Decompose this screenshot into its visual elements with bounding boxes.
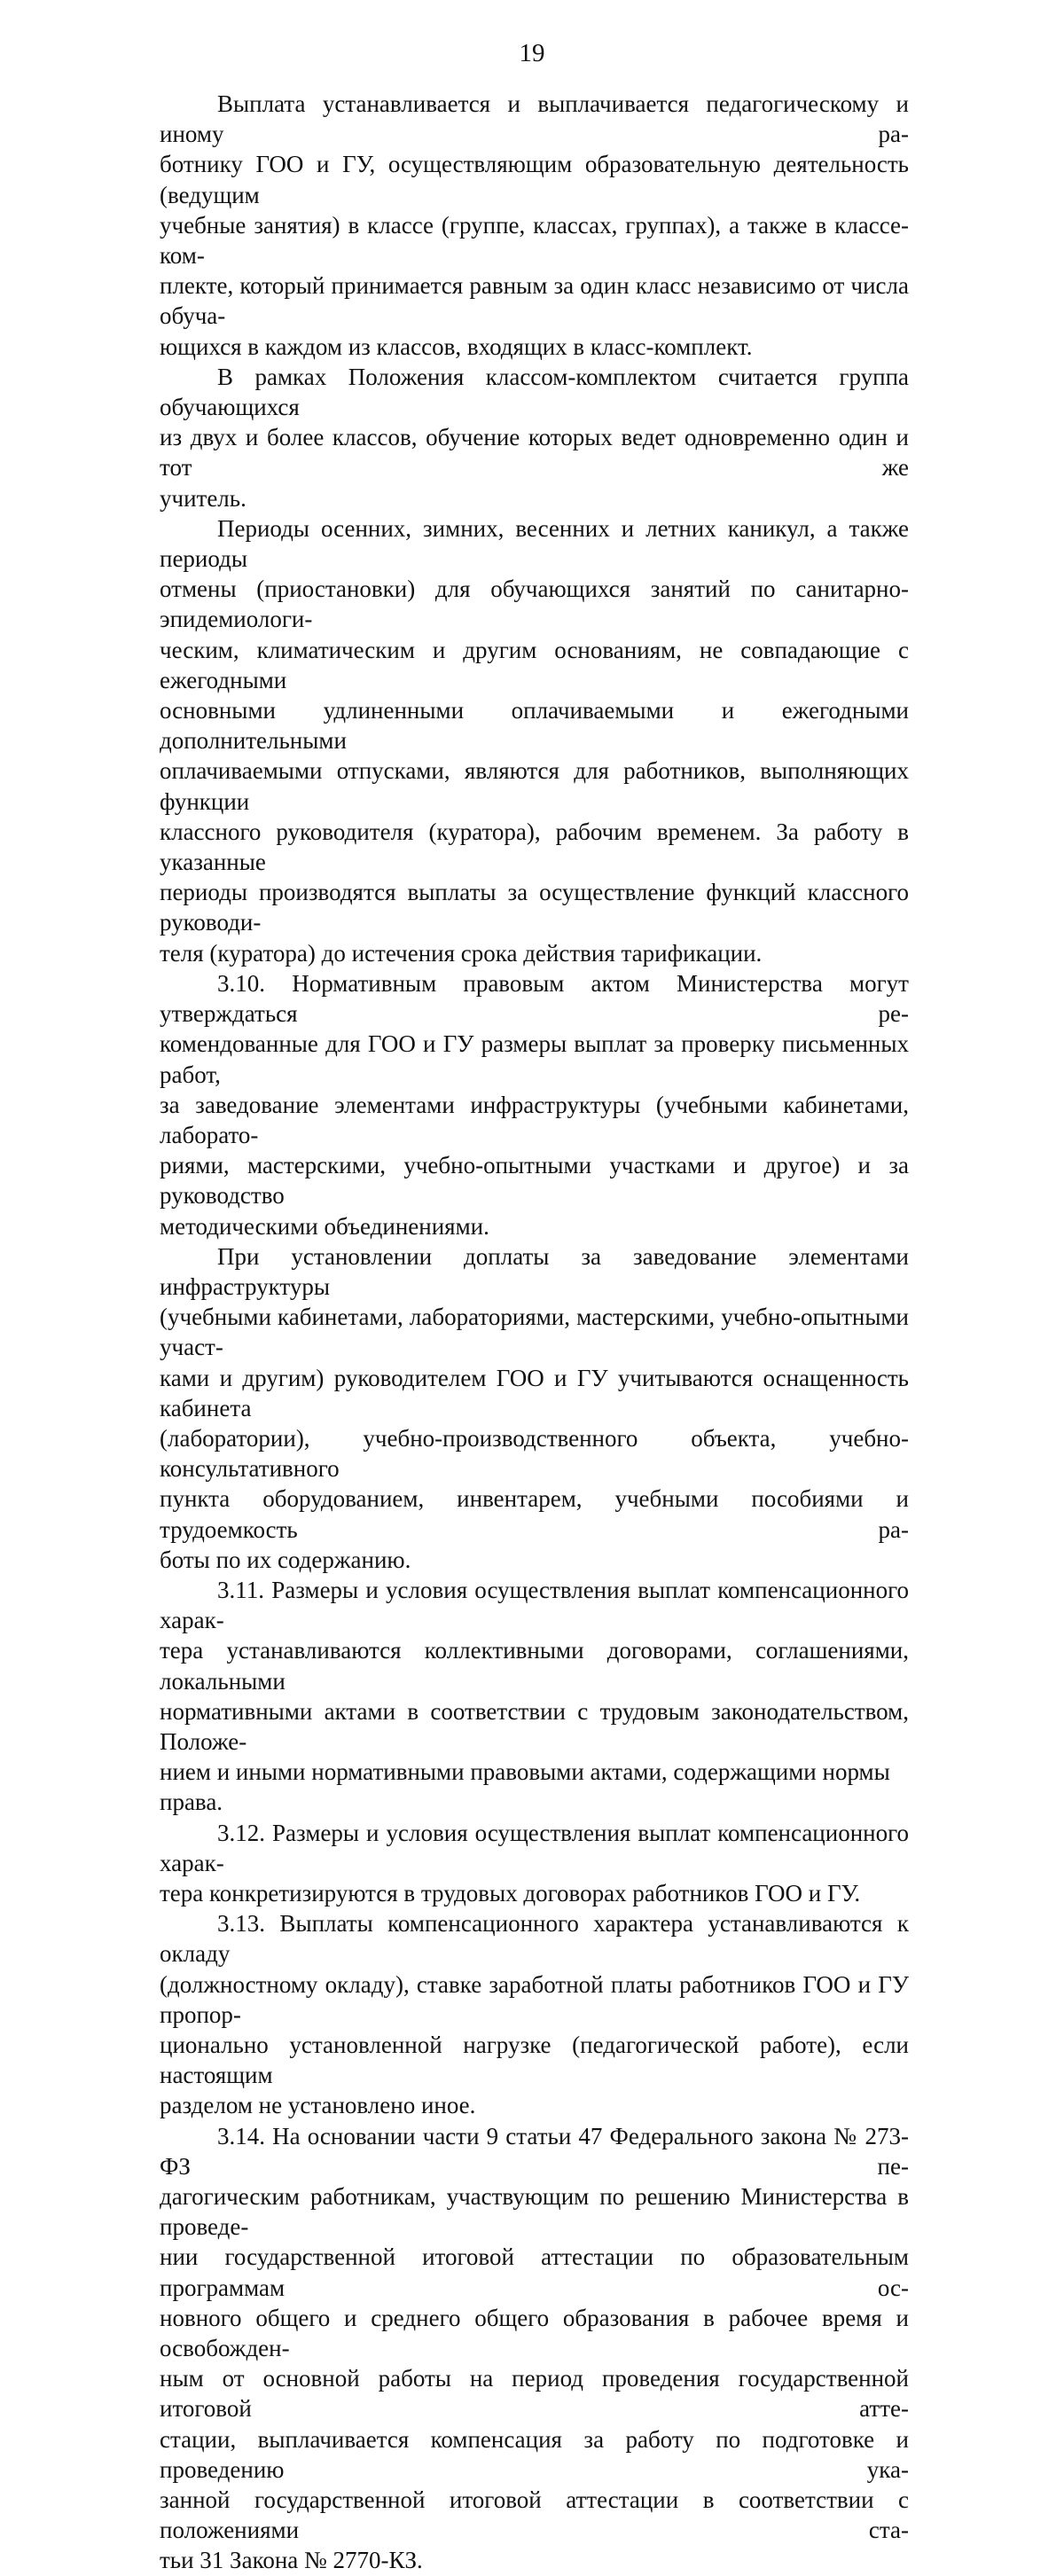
paragraph (160, 1908, 909, 2120)
text-line: ным от основной работы на период проведения государственной итоговой атте- (160, 2365, 909, 2423)
text-line: пункта оборудованием, инвентарем, учебными пособиями и трудоемкость ра- (160, 1485, 909, 1543)
text-line: 3.10. Нормативным правовым актом Министерства могут утверждаться ре- (160, 969, 909, 1028)
text-line: В рамках Положения классом-комплектом считается группа обучающихся (160, 363, 909, 421)
text-line: тера устанавливаются коллективными договорами, соглашениями, локальными (160, 1637, 909, 1695)
paragraph (160, 362, 909, 513)
text-line: ческим, климатическим и другим основаниям, не совпадающие с ежегодными (160, 636, 909, 693)
paragraph (160, 89, 909, 362)
text-line: стации, выплачивается компенсация за работу по подготовке и проведению ука- (160, 2425, 909, 2483)
text-line: (должностному окладу), ставке заработной платы работников ГОО и ГУ пропор- (160, 1970, 909, 2028)
paragraph (160, 1575, 909, 1818)
text-line: плекте, который принимается равным за один класс независимо от числа обуча- (160, 272, 909, 330)
text-line: боты по их содержанию. (160, 1546, 411, 1573)
paragraph (160, 513, 909, 968)
text-line: новного общего и среднего общего образования в рабочее время и освобожден- (160, 2304, 909, 2362)
text-line: занной государственной итоговой аттестации в соответствии с положениями ста- (160, 2486, 909, 2544)
text-line: комендованные для ГОО и ГУ размеры выплат за проверку письменных работ, (160, 1030, 909, 1088)
page-number: 19 (519, 39, 545, 67)
text-line: отмены (приостановки) для обучающихся занятий по санитарно-эпидемиологи- (160, 575, 909, 633)
text-line: нормативными актами в соответствии с трудовым законодательством, Положе- (160, 1697, 909, 1755)
text-line: ющихся в каждом из классов, входящих в класс-комплект. (160, 333, 753, 360)
text-line: учебные занятия) в классе (группе, классах, группах), а также в классе-ком- (160, 211, 909, 270)
paragraph (160, 968, 909, 1241)
text-line: Выплата устанавливается и выплачивается педагогическому и иному ра- (160, 90, 909, 148)
text-line: (лаборатории), учебно-производственного объекта, учебно-консультативного (160, 1424, 909, 1483)
text-line: ками и другим) руководителем ГОО и ГУ учитываются оснащенность кабинета (160, 1364, 909, 1421)
text-line: 3.11. Размеры и условия осуществления выплат компенсационного харак- (160, 1576, 909, 1634)
text-line: тера конкретизируются в трудовых договорах работников ГОО и ГУ. (160, 1879, 861, 1907)
text-line: из двух и более классов, обучение которых ведет одновременно один и тот же (160, 424, 909, 482)
text-line: учитель. (160, 484, 246, 512)
text-line: оплачиваемыми отпусками, являются для работников, выполняющих функции (160, 757, 909, 815)
text-line: периоды производятся выплаты за осуществление функций классного руководи- (160, 879, 909, 936)
text-line: методическими объединениями. (160, 1212, 489, 1240)
text-line: за заведование элементами инфраструктуры (учебными кабинетами, лаборато- (160, 1091, 909, 1148)
text-line: разделом не установлено иное. (160, 2092, 476, 2119)
text-line: Периоды осенних, зимних, весенних и летних каникул, а также периоды (160, 514, 909, 573)
text-line: 3.13. Выплаты компенсационного характера устанавливаются к окладу (160, 1910, 909, 1968)
document-body (160, 89, 909, 2576)
text-line: ботнику ГОО и ГУ, осуществляющим образовательную деятельность (ведущим (160, 151, 909, 208)
paragraph (160, 2121, 909, 2576)
text-line: нием и иными нормативными правовыми актами, содержащими нормы права. (160, 1758, 890, 1816)
paragraph (160, 1818, 909, 1909)
text-line: 3.14. На основании части 9 статьи 47 Федерального закона № 273-ФЗ пе- (160, 2122, 909, 2180)
text-line: основными удлиненными оплачиваемыми и ежегодными дополнительными (160, 697, 909, 755)
text-line: дагогическим работникам, участвующим по решению Министерства в проведе- (160, 2183, 909, 2241)
text-line: нии государственной итоговой аттестации по образовательным программам ос- (160, 2243, 909, 2301)
paragraph (160, 1241, 909, 1575)
text-line: 3.12. Размеры и условия осуществления выплат компенсационного харак- (160, 1819, 909, 1876)
text-line: При установлении доплаты за заведование элементами инфраструктуры (160, 1242, 909, 1300)
text-line: (учебными кабинетами, лабораториями, мастерскими, учебно-опытными участ- (160, 1304, 909, 1361)
text-line: риями, мастерскими, учебно-опытными участками и другое) и за руководство (160, 1152, 909, 1210)
text-line: тьи 31 Закона № 2770-КЗ. (160, 2547, 423, 2574)
text-line: теля (куратора) до истечения срока действия тарификации. (160, 939, 763, 967)
text-line: классного руководителя (куратора), рабочим временем. За работу в указанные (160, 818, 909, 876)
text-line: ционально установленной нагрузке (педагогической работе), если настоящим (160, 2032, 909, 2089)
